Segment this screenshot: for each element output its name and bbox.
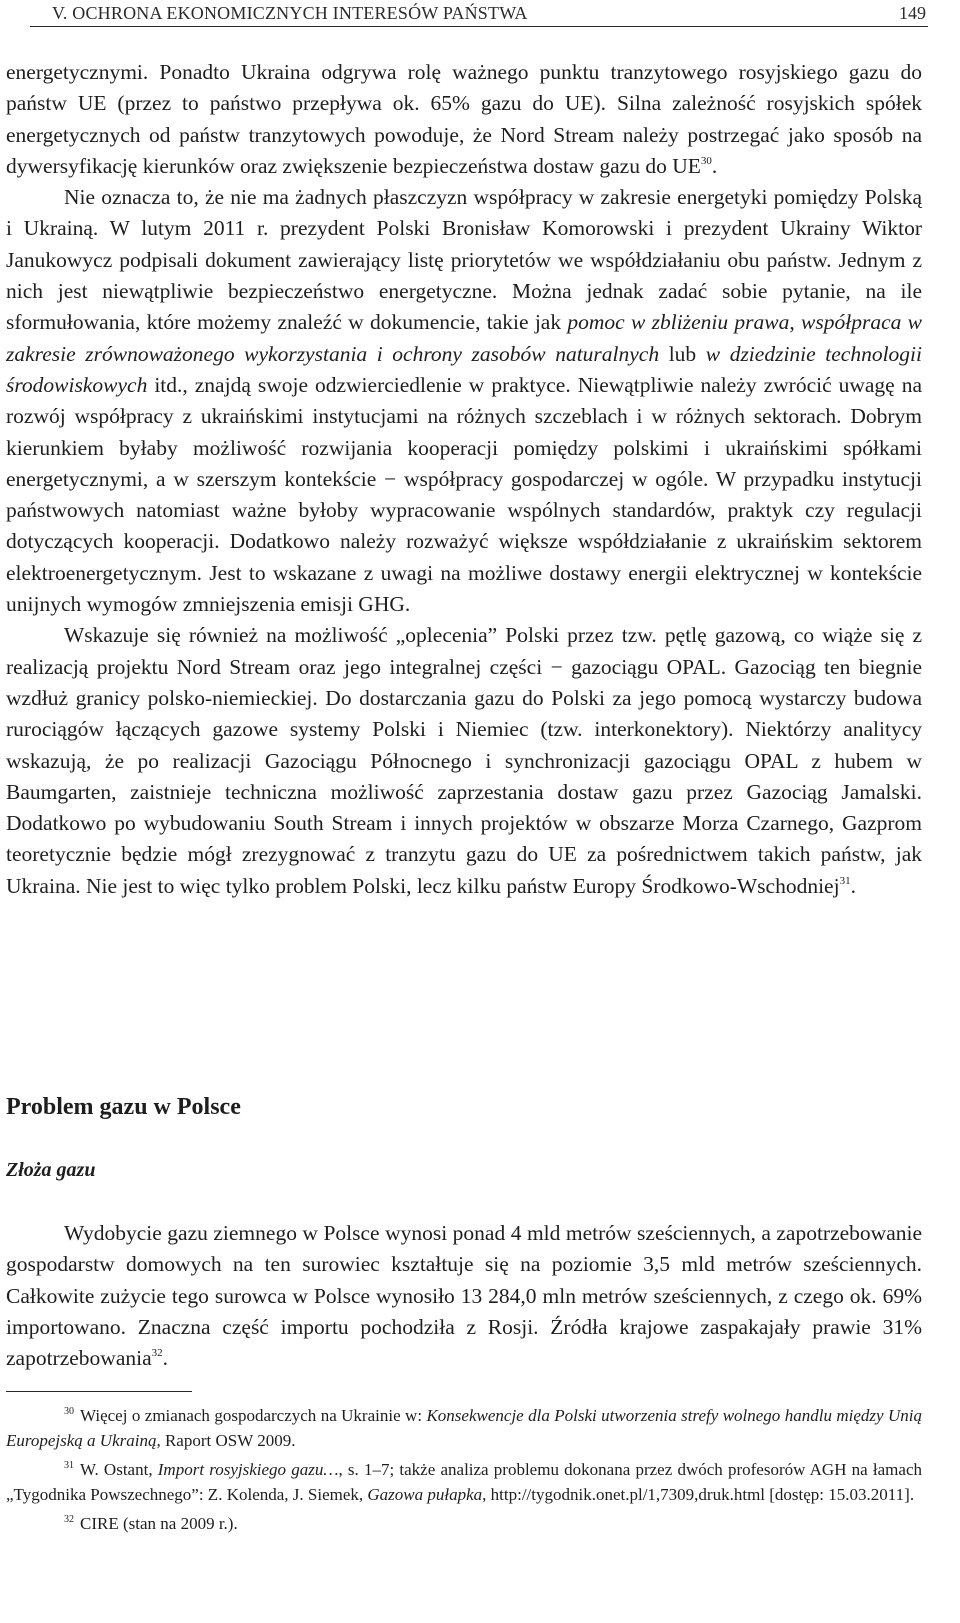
footnotes bbox=[6, 1404, 922, 1542]
paragraph-4 bbox=[6, 1218, 922, 1374]
paragraph-2-italic-b: współpraca w zakresie zrównoważonego wykorzystania i ochrony zasobów naturalnych bbox=[6, 310, 922, 366]
paragraph-1-text: energetycznymi. Ponadto Ukraina odgrywa rolę ważnego punktu tranzytowego rosyjskiego gazu do państw UE (przez to państwo przepływa ok. 65% gazu do UE). Silna zależność rosyjskich spółek energetycznych od państw tranzytowych powoduje, że Nord Stream należy postrzegać jako sposób na dywersyfikację kierunków oraz zwiększenie bezpieczeństwa dostaw gazu do UE bbox=[6, 60, 922, 178]
section-text bbox=[6, 1218, 922, 1374]
chapter-title: V. OCHRONA EKONOMICZNYCH INTERESÓW PAŃSTWA bbox=[52, 3, 528, 23]
paragraph-1-end: . bbox=[711, 153, 718, 178]
footnote-30-title: Konsekwencje dla Polski utworzenia strefy wolnego handlu między Unią Europejską a Ukrainą bbox=[6, 1406, 922, 1450]
footnote-ref-30[interactable]: 30 bbox=[700, 154, 712, 167]
footnote-separator bbox=[6, 1391, 192, 1392]
page-number: 149 bbox=[899, 3, 926, 23]
paragraph-2 bbox=[6, 182, 922, 620]
footnote-number: 30 bbox=[64, 1406, 74, 1417]
paragraph-2-text-b: , bbox=[789, 310, 802, 335]
paragraph-1 bbox=[6, 57, 922, 182]
footnote-31-text-b: , s. 1–7; także analiza problemu dokonana przez dwóch profesorów AGH na łamach „Tygodnika Powszechnego”: Z. Kolenda, J. Siemek, bbox=[6, 1460, 922, 1504]
footnote-number: 31 bbox=[64, 1460, 74, 1471]
paragraph-4-end: . bbox=[162, 1346, 169, 1371]
paragraph-3-end: . bbox=[850, 873, 856, 898]
section-heading: Problem gazu w Polsce bbox=[6, 1094, 241, 1120]
footnote-31-text-a: W. Ostant, bbox=[80, 1460, 158, 1479]
paragraph-3-text: Wskazuje się również na możliwość „oplecenia” Polski przez tzw. pętlę gazową, co wiąże się z realizacją projektu Nord Stream oraz jego integralnej części − gazociągu OPAL. Gazociąg ten biegnie wzdłuż granicy polsko-niemieckiej. Do dostarczania gazu do Polski za jego pomocą wystarczy budowa rurociągów łączących gazowe systemy Polski i Niemiec (tzw. interkonektory). Niektórzy analitycy wskazują, że po realizacji Gazociągu Północnego i synchronizacji gazociągu OPAL z hubem w Baumgarten, zaistnieje techniczna możliwość zaprzestania dostaw gazu przez Gazociąg Jamalski. Dodatkowo po wybudowaniu South Stream i innych projektów w obszarze Morza Czarnego, Gazprom teoretycznie będzie mógł zrezygnować z tranzytu gazu do UE za pośrednictwem takich państw, jak Ukraina. Nie jest to więc tylko problem Polski, lecz kilku państw Europy Środkowo-Wschodniej bbox=[6, 623, 922, 898]
footnote-31-title-a: Import rosyjskiego gazu… bbox=[157, 1460, 339, 1479]
footnote-30-text-b: , Raport OSW 2009. bbox=[156, 1430, 296, 1450]
paragraph-4-text: Wydobycie gazu ziemnego w Polsce wynosi ponad 4 mld metrów sześciennych, a zapotrzebowanie gospodarstw domowych na ten surowiec kształtuje się na poziomie 3,5 mld metrów sześciennych. Całkowite zużycie tego surowca w Polsce wynosiło 13 284,0 mln metrów sześciennych, z czego ok. 69% importowano. Znaczna część importu pochodziła z Rosji. Źródła krajowe zaspakajały prawie 31% zapotrzebowania bbox=[6, 1221, 922, 1371]
paragraph-2-text-c: lub bbox=[659, 341, 706, 366]
subsection-heading: Złoża gazu bbox=[6, 1159, 96, 1181]
paragraph-2-italic-a: pomoc w zbliżeniu prawa bbox=[567, 310, 790, 335]
footnote-32-text: CIRE (stan na 2009 r.). bbox=[80, 1514, 238, 1533]
footnote-31 bbox=[6, 1458, 922, 1507]
running-header bbox=[30, 0, 928, 27]
paragraph-2-italic-c: w dziedzinie technologii środowiskowych bbox=[6, 341, 922, 397]
footnote-ref-31[interactable]: 31 bbox=[839, 874, 851, 887]
paragraph-2-text-d: itd., znajdą swoje odzwierciedlenie w praktyce. Niewątpliwie należy zwrócić uwagę na rozwój współpracy z ukraińskimi instytucjami na różnych szczeblach i w różnych sektorach. Dobrym kierunkiem byłaby możliwość rozwijania kooperacji pomiędzy polskimi i ukraińskimi spółkami energetycznymi, a w szerszym kontekście − współpracy gospodarczej w ogóle. W przypadku instytucji państwowych natomiast ważne byłoby wypracowanie wspólnych standardów, praktyk czy regulacji dotyczących kooperacji. Dodatkowo należy rozważyć większe współdziałanie z ukraińskim sektorem elektroenergetycznym. Jest to wskazane z uwagi na możliwe dostawy energii elektrycznej w kontekście unijnych wymogów zmniejszenia emisji GHG. bbox=[6, 372, 922, 617]
footnote-ref-32[interactable]: 32 bbox=[151, 1347, 163, 1360]
paragraph-2-text-a: Nie oznacza to, że nie ma żadnych płaszczyzn współpracy w zakresie energetyki pomiędzy Polską i Ukrainą. W lutym 2011 r. prezydent Polski Bronisław Komorowski i prezydent Ukrainy Wiktor Janukowycz podpisali dokument zawierający listę priorytetów we współdziałaniu obu państw. Jednym z nich jest niewątpliwie bezpieczeństwo energetyczne. Można jednak zadać sobie pytanie, na ile sformułowania, które możemy znaleźć w dokumencie, takie jak bbox=[6, 185, 922, 335]
paragraph-3 bbox=[6, 620, 922, 902]
footnote-30 bbox=[6, 1404, 922, 1453]
footnote-32 bbox=[6, 1512, 922, 1537]
main-text bbox=[6, 57, 922, 902]
footnote-30-text-a: Więcej o zmianach gospodarczych na Ukrainie w: bbox=[80, 1406, 427, 1425]
footnote-31-text-c: , http://tygodnik.onet.pl/1,7309,druk.html [dostęp: 15.03.2011]. bbox=[482, 1484, 915, 1504]
footnote-31-title-b: Gazowa pułapka bbox=[367, 1484, 483, 1504]
footnote-number: 32 bbox=[64, 1514, 74, 1525]
